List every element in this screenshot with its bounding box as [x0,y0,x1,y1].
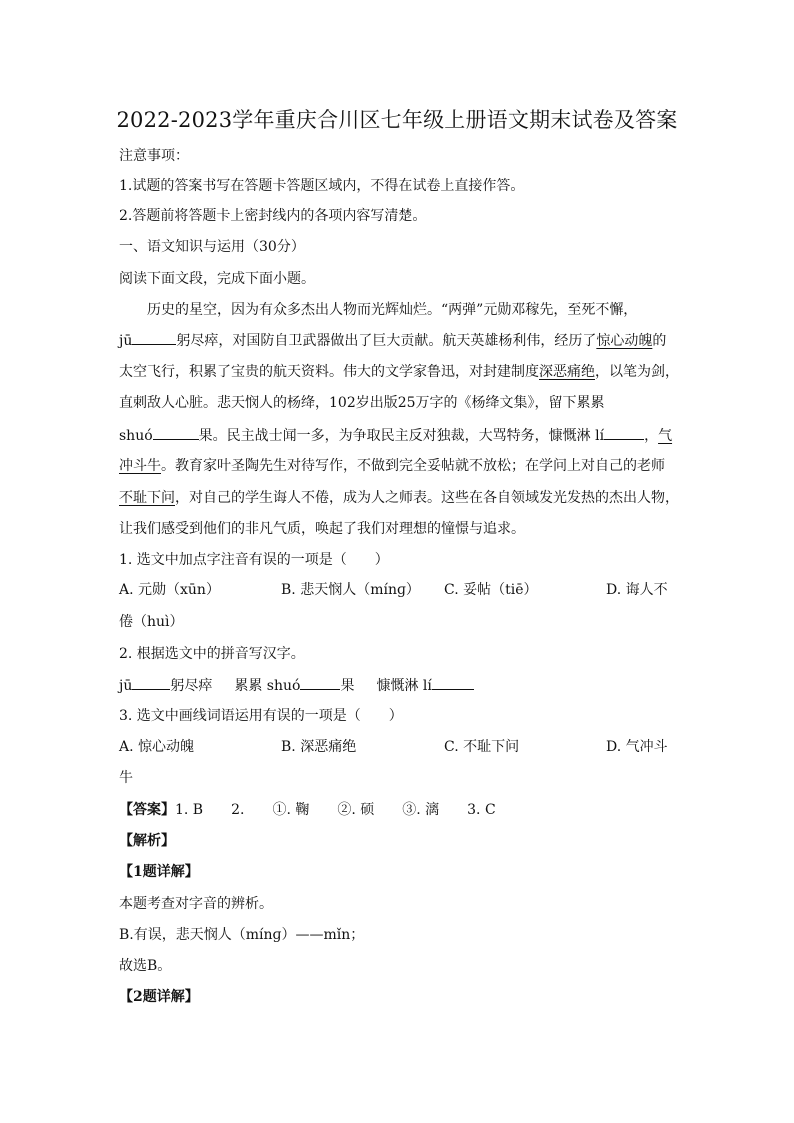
q2-pinyin-shuo: 累累 shuó [234,678,301,694]
detail-2-heading: 【2题详解】 [119,989,199,1005]
passage-text: 躬尽瘁，对国防自卫武器做出了巨大贡献。航天英雄杨利伟，经历了 [176,333,597,349]
section-heading: 一、语文知识与运用（30分） [119,239,305,255]
analysis-heading: 【解析】 [119,833,175,849]
q1-option-b: B. 悲天悯人（mínɡ） [281,582,420,598]
underlined-word-4b: 冲斗牛 [119,458,161,474]
passage-text: 果。民主战士闻一多，为争取民主反对独裁，大骂特务，慷慨淋 lí [198,428,605,444]
q3-option-c: C. 不耻下问 [444,739,520,755]
underlined-word-4a: 气 [658,428,673,444]
page-title: 2022-2023学年重庆合川区七年级上册语文期末试卷及答案 [116,108,678,132]
passage-line-1: 历史的星空，因为有众多杰出人物而光辉灿烂。“两弹”元勋邓稼先，至死不懈， [147,302,638,318]
notice-item-2: 2.答题前将答题卡上密封线内的各项内容写清楚。 [119,208,427,224]
passage-text: 。教育家叶圣陶先生对待写作，不做到完全妥帖就不放松；在学问上对自己的老师 [161,458,665,474]
notice-heading: 注意事项： [119,148,189,164]
passage-line-6 [119,456,665,476]
passage-line-4: 直刺敌人心脏。悲天悯人的杨绛，102岁出版25万字的《杨绛文集》，留下累累 [119,395,605,411]
notice-item-1: 1.试题的答案书写在答题卡答题区域内，不得在试卷上直接作答。 [119,178,525,194]
q2-text: 果 [340,678,355,694]
passage-line-7 [119,488,679,508]
reading-instruction: 阅读下面文段，完成下面小题。 [119,271,315,287]
passage-line-5 [119,425,672,446]
q1-option-c: C. 妥帖（tiē） [444,582,538,598]
underlined-word-1: 惊心动魄 [596,333,653,349]
q3-option-d-cont: 牛 [119,770,133,786]
detail-1-heading: 【1题详解】 [119,864,199,880]
passage-text: 太空飞行，积累了宝贵的航天资料。伟大的文学家鲁迅，对封建制度 [119,364,539,380]
answer-text: 1. B 2. ①. 鞠 ②. 硕 ③. 漓 3. C [175,802,496,818]
pinyin-ju: jū [119,333,133,349]
question-2-stem: 2. 根据选文中的拼音写汉字。 [119,646,305,662]
q2-blank-2 [300,675,340,690]
passage-line-8: 让我们感受到他们的非凡气质，唤起了我们对理想的憧憬与追求。 [119,521,525,537]
blank-li [604,425,644,440]
question-1-stem: 1. 选文中加点字注音有误的一项是（ ） [119,552,389,568]
blank-shuo [153,425,199,440]
underlined-word-2: 深恶痛绝 [539,364,595,380]
q2-blank-1 [132,675,170,690]
q1-option-a: A. 元勋（xūn） [119,582,220,598]
question-3-stem: 3. 选文中画线词语运用有误的一项是（ ） [119,708,403,724]
detail-1-line-1: 本题考查对字音的辨析。 [119,896,273,912]
passage-text: 的 [652,333,667,349]
q2-pinyin-ju: jū [119,678,133,694]
q1-option-d-cont: 倦（huì） [119,614,184,630]
passage-line-2 [119,330,666,351]
pinyin-shuo: shuó [119,428,153,444]
detail-1-line-3: 故选B。 [119,958,172,974]
passage-text: ， [644,428,659,444]
underlined-word-3: 不耻下问 [119,490,175,506]
passage-line-3 [119,362,679,382]
detail-1-line-2: B.有误，悲天悯人（mínɡ）——mǐn； [119,927,365,943]
blank-ju [132,330,176,345]
passage-text: ，以笔为剑， [595,364,679,380]
q2-pinyin-li: 慷慨淋 lí [376,678,432,694]
q3-option-a: A. 惊心动魄 [119,739,195,755]
q3-option-d: D. 气冲斗 [606,739,668,755]
q3-option-b: B. 深恶痛绝 [281,739,357,755]
q2-text: 躬尽瘁 [170,678,213,694]
passage-text: ，对自己的学生诲人不倦，成为人之师表。这些在各自领域发光发热的杰出人物， [175,490,679,506]
q2-blank-3 [432,675,474,690]
answer-line [119,800,496,820]
answer-label: 【答案】 [119,802,175,818]
q1-option-d: D. 诲人不 [606,582,668,598]
q2-blanks [119,675,474,696]
